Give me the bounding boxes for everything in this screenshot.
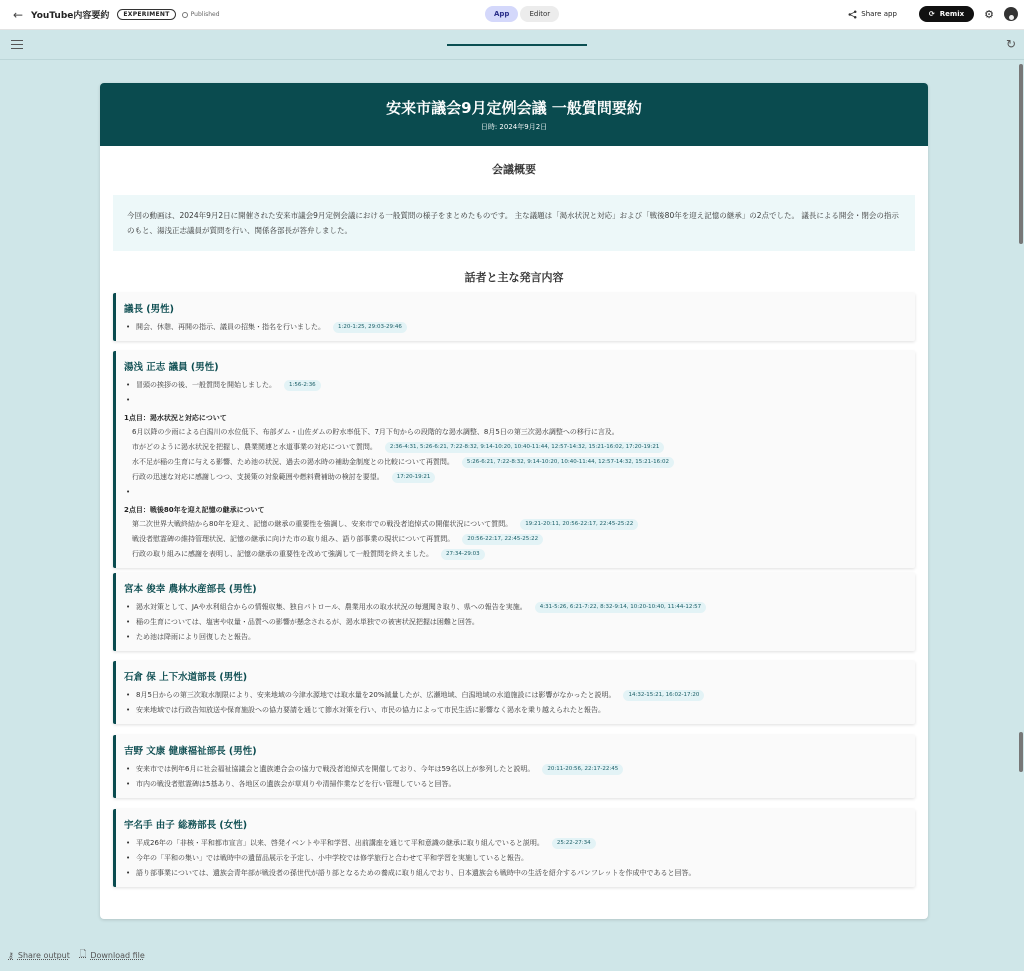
report-title: 安来市議会9月定例会議 一般質問要約 [386, 99, 642, 117]
timestamp-chip[interactable]: 1:20-1:25, 29:03-29:46 [333, 322, 407, 333]
tab-app[interactable]: App [485, 6, 518, 22]
speaker-block-ishikura [100, 661, 928, 724]
timestamp-chip[interactable]: 27:34-29:03 [441, 549, 485, 560]
report-date: 日時: 2024年9月2日 [480, 123, 548, 131]
top-app-bar [0, 0, 1024, 30]
share-icon: ⚷ [8, 950, 14, 960]
overview-text: 今回の動画は、2024年9月2日に開催された安来市議会9月定例会議における一般質問の様子をまとめたものです。 主な議題は「渇水状況と対応」および「戦後80年を迎え記憶の継承」の2点でした。 議長による開会・閉会の指示のもと、湯浅正志議員が質問を行い、関係各部長が答弁しました。 [113, 195, 915, 251]
report-header [100, 83, 928, 146]
remix-icon: ⟳ [928, 10, 935, 18]
overview-heading: 会議概要 [492, 163, 536, 176]
speaker-card [113, 293, 915, 341]
speaker-block-miyamoto [100, 573, 928, 651]
timestamp-chip[interactable]: 17:20-19:21 [392, 472, 436, 483]
speaker-card [113, 809, 915, 887]
list-item-empty [124, 485, 905, 500]
list-item: • 渇水対策として、JAや水利組合からの情報収集、独自パトロール、農業用水の取水状況の毎週聞き取り、県への報告を実施。 4:31-5:26, 6:21-7:22, 8:32-9:14, 10:20-10:40, 11:44-12:57 [124, 600, 905, 615]
speaker-card [113, 735, 915, 798]
speaker-card [113, 351, 915, 568]
topic-heading: 2点目：戦後80年を迎え記憶の継承について [124, 506, 265, 514]
speaker-block-yuasa [100, 351, 928, 568]
share-output-button[interactable] [8, 948, 70, 962]
list-item: • ため池は降雨により回復したと報告。 [124, 630, 905, 645]
download-file-button[interactable] [80, 948, 145, 962]
list-item: • 稲の生育については、塩害や収量・品質への影響が懸念されるが、渇水単独での被害状況把握は困難と回答。 [124, 615, 905, 630]
list-item: • 市内の戦没者慰霊碑は5基あり、各地区の遺族会が草刈りや清掃作業などを行い管理していると回答。 [124, 777, 905, 792]
timestamp-chip[interactable]: 19:21-20:11, 20:56-22:17, 22:45-25:22 [520, 519, 638, 530]
experiment-badge: EXPERIMENT [117, 9, 175, 20]
topic-heading: 1点目：渇水状況と対応について [124, 414, 227, 422]
share-icon [848, 10, 857, 19]
app-title: YouTube内容要約 [31, 11, 110, 21]
remix-button[interactable] [919, 6, 974, 22]
speaker-name: 石倉 保 上下水道部長 (男性) [124, 672, 248, 683]
topic-line: 戦没者慰霊碑の維持管理状況、記憶の継承に向けた市の取り組み、語り部事業の現状について再質問。 20:56-22:17, 22:45-25:22 [124, 532, 905, 547]
list-item: • 安来地域では行政告知放送や保育施設への協力要請を通じて節水対策を行い、市民の協力によって市民生活に影響なく渇水を乗り越えられたと報告。 [124, 703, 905, 718]
timestamp-chip[interactable]: 14:32-15:21, 16:02-17:20 [623, 690, 704, 701]
list-item: • 冒頭の挨拶の後、一般質問を開始しました。 1:56-2:36 [124, 378, 905, 393]
list-item: • 今年の「平和の集い」では戦時中の遺留品展示を予定し、小中学校では修学旅行と合わせて平和学習を実施していると報告。 [124, 851, 905, 866]
tab-editor[interactable]: Editor [520, 6, 559, 22]
speaker-name: 宮本 俊幸 農林水産部長 (男性) [124, 584, 257, 595]
scrollbar-thumb-secondary[interactable] [1019, 732, 1023, 772]
account-avatar-icon[interactable] [1004, 7, 1018, 21]
speaker-block-unate [100, 809, 928, 887]
loading-progress-bar [447, 44, 587, 46]
reload-icon[interactable]: ↻ [1005, 37, 1016, 51]
speaker-card [113, 573, 915, 651]
published-label: Published [190, 11, 220, 18]
topic-line: 6月以降の少雨による白潟川の水位低下、布部ダム・山佐ダムの貯水率低下、7月下旬からの段階的な渇水調整、8月5日の第三次渇水調整への移行に言及。 [132, 428, 619, 436]
timestamp-chip[interactable]: 20:11-20:56, 22:17-22:45 [542, 764, 623, 775]
topic-line: 市がどのように渇水状況を把握し、農業関連と水道事業の対応について質問。 2:36-4:31, 5:26-6:21, 7:22-8:32, 9:14-10:20, 10:40-11:44, 12:57-14:32, 15:21-16:02, 17:20-19:21 [124, 440, 905, 455]
list-item: • 開会、休憩、再開の指示、議員の招集・指名を行いました。 1:20-1:25, 29:03-29:46 [124, 320, 905, 335]
hamburger-menu-icon[interactable] [11, 40, 23, 49]
report-card [100, 83, 928, 919]
share-app-label: Share app [861, 10, 897, 18]
scrollbar-thumb[interactable] [1019, 64, 1023, 244]
speaker-card [113, 661, 915, 724]
timestamp-chip[interactable]: 2:36-4:31, 5:26-6:21, 7:22-8:32, 9:14-10:20, 10:40-11:44, 12:57-14:32, 15:21-16:02, 17:20-19:21 [385, 442, 664, 453]
list-item: • 平成26年の「非核・平和都市宣言」以来、啓発イベントや平和学習、出前講座を通じて平和意識の継承に取り組んでいると説明。 25:22-27:34 [124, 836, 905, 851]
remix-label: Remix [939, 10, 965, 18]
timestamp-chip[interactable]: 4:31-5:26, 6:21-7:22, 8:32-9:14, 10:20-10:40, 11:44-12:57 [535, 602, 706, 613]
list-item: • 安来市では例年6月に社会福祉協議会と遺族連合会の協力で戦没者追悼式を開催しており、今年は59名以上が参列したと説明。 20:11-20:56, 22:17-22:45 [124, 762, 905, 777]
published-status [182, 11, 220, 18]
list-item: • 8月5日からの第三次取水制限により、安来地域の今津水源地では取水量を20%減量したが、広瀬地域、白潟地域の水道施設には影響がなかったと説明。 14:32-15:21, 16:02-17:20 [124, 688, 905, 703]
back-arrow-icon[interactable]: ← [12, 7, 24, 22]
download-file-label: Download file [90, 950, 145, 960]
published-icon [182, 12, 188, 18]
gear-icon[interactable]: ⚙ [984, 7, 994, 21]
top-right-actions [848, 6, 1018, 22]
speaker-name: 議長 (男性) [124, 304, 174, 315]
timestamp-chip[interactable]: 5:26-6:21, 7:22-8:32, 9:14-10:20, 10:40-11:44, 12:57-14:32, 15:21-16:02 [462, 457, 674, 468]
speaker-name: 湯浅 正志 議員 (男性) [124, 362, 219, 373]
speaker-name: 宇名手 由子 総務部長 (女性) [124, 820, 248, 831]
download-icon: 🗋 [79, 949, 87, 958]
topic-line: 水不足が稲の生育に与える影響、ため池の状況、過去の渇水時の補助金制度との比較について再質問。 5:26-6:21, 7:22-8:32, 9:14-10:20, 10:40-11:44, 12:57-14:32, 15:21-16:02 [124, 455, 905, 470]
speaker-name: 吉野 文康 健康福祉部長 (男性) [124, 746, 257, 757]
page-scrollbar[interactable] [1018, 62, 1024, 942]
list-item: • 語り部事業については、遺族会青年部が戦没者の孫世代が語り部となるための養成に取り組んでおり、日本遺族会も戦時中の生活を紹介するパンフレットを作成中であると回答。 [124, 866, 905, 881]
topic-line: 第二次世界大戦終結から80年を迎え、記憶の継承の重要性を強調し、安来市での戦没者追悼式の開催状況について質問。 19:21-20:11, 20:56-22:17, 22:45-25:22 [124, 517, 905, 532]
timestamp-chip[interactable]: 20:56-22:17, 22:45-25:22 [462, 534, 543, 545]
mode-toggle [485, 6, 559, 22]
speakers-heading: 話者と主な発言内容 [464, 271, 564, 284]
topic-line: 行政の取り組みに感謝を表明し、記憶の継承の重要性を改めて強調して一般質問を終えました。 27:34-29:03 [124, 547, 905, 562]
list-item-empty [124, 393, 905, 408]
share-output-label: Share output [17, 950, 70, 960]
timestamp-chip[interactable]: 1:56-2:36 [284, 380, 321, 391]
speaker-block-yoshino [100, 735, 928, 798]
speaker-block-chair [100, 293, 928, 341]
app-toolbar [0, 31, 1024, 60]
timestamp-chip[interactable]: 25:22-27:34 [552, 838, 596, 849]
topic-line: 行政の迅速な対応に感謝しつつ、支援策の対象範囲や燃料費補助の検討を要望。 17:20-19:21 [124, 470, 905, 485]
output-actions [8, 948, 145, 962]
share-app-button[interactable] [848, 10, 897, 19]
